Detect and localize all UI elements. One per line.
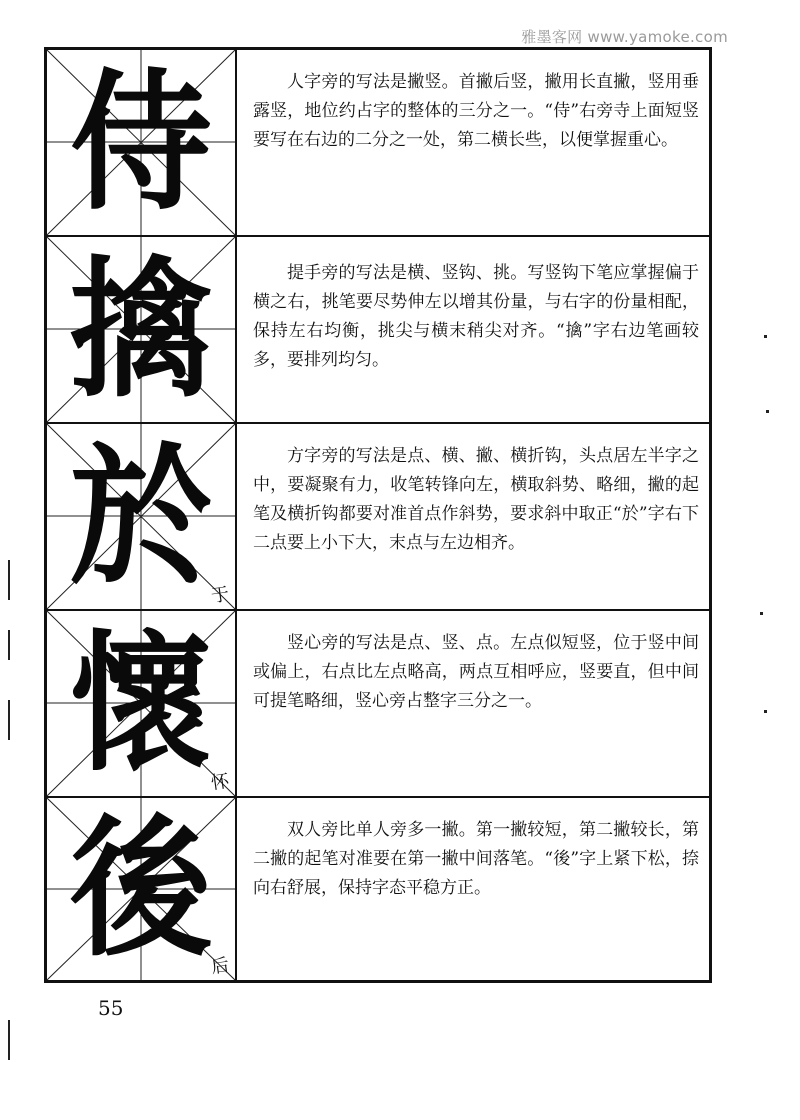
scan-mark: [766, 410, 769, 413]
calligraphy-sheet: [44, 47, 712, 983]
character-grid-cell: [47, 237, 237, 422]
scan-mark: [760, 612, 763, 615]
simplified-character: 后: [209, 954, 231, 979]
model-character: 後: [70, 801, 212, 977]
simplified-character: 于: [209, 583, 231, 608]
lesson-row: [47, 237, 709, 424]
stroke-description: 双人旁比单人旁多一撇。第一撇较短，第二撇较长，第二撇的起笔对准要在第一撇中间落笔。“後”字上紧下松，捺向右舒展，保持字态平稳方正。: [253, 820, 699, 898]
model-character: 懷: [70, 615, 212, 792]
lesson-row: [47, 611, 709, 798]
character-grid-cell: [47, 611, 237, 796]
stroke-description: 方字旁的写法是点、横、撇、横折钩，头点居左半字之中，要凝聚有力，收笔转锋向左，横取斜势、略细，撇的起笔及横折钩都要对准首点作斜势，要求斜中取正“於”字右下二点要上小下大，末点与左边相齐。: [253, 446, 699, 553]
scan-mark: [764, 710, 767, 713]
model-character: 擒: [70, 241, 212, 418]
scan-mark: [764, 335, 767, 338]
model-character: 侍: [70, 54, 212, 231]
lesson-row: [47, 50, 709, 237]
stroke-description: 人字旁的写法是撇竖。首撇后竖，撇用长直撇，竖用垂露竖，地位约占字的整体的三分之一。“侍”右旁寺上面短竖要写在右边的二分之一处，第二横长些，以便掌握重心。: [253, 72, 699, 150]
scan-mark: [8, 560, 10, 600]
character-grid-cell: [47, 424, 237, 609]
model-character: 於: [70, 428, 212, 605]
scan-mark: [8, 700, 10, 740]
page-number: 55: [98, 996, 124, 1020]
simplified-character: 怀: [209, 770, 231, 795]
scan-mark: [8, 1020, 10, 1060]
lesson-row: [47, 424, 709, 611]
character-grid-cell: [47, 50, 237, 235]
watermark: 雅墨客网 www.yamoke.com: [521, 28, 728, 46]
scan-mark: [8, 630, 10, 660]
stroke-description: 提手旁的写法是横、竖钩、挑。写竖钩下笔应掌握偏于横之右，挑笔要尽势伸左以增其份量，与右字的份量相配，保持左右均衡，挑尖与横末稍尖对齐。“擒”字右边笔画较多，要排列均匀。: [253, 263, 699, 370]
stroke-description: 竖心旁的写法是点、竖、点。左点似短竖，位于竖中间或偏上，右点比左点略高，两点互相呼应，竖要直，但中间可提笔略细，竖心旁占整字三分之一。: [253, 633, 699, 711]
character-grid-cell: [47, 798, 237, 980]
lesson-row: [47, 798, 709, 980]
